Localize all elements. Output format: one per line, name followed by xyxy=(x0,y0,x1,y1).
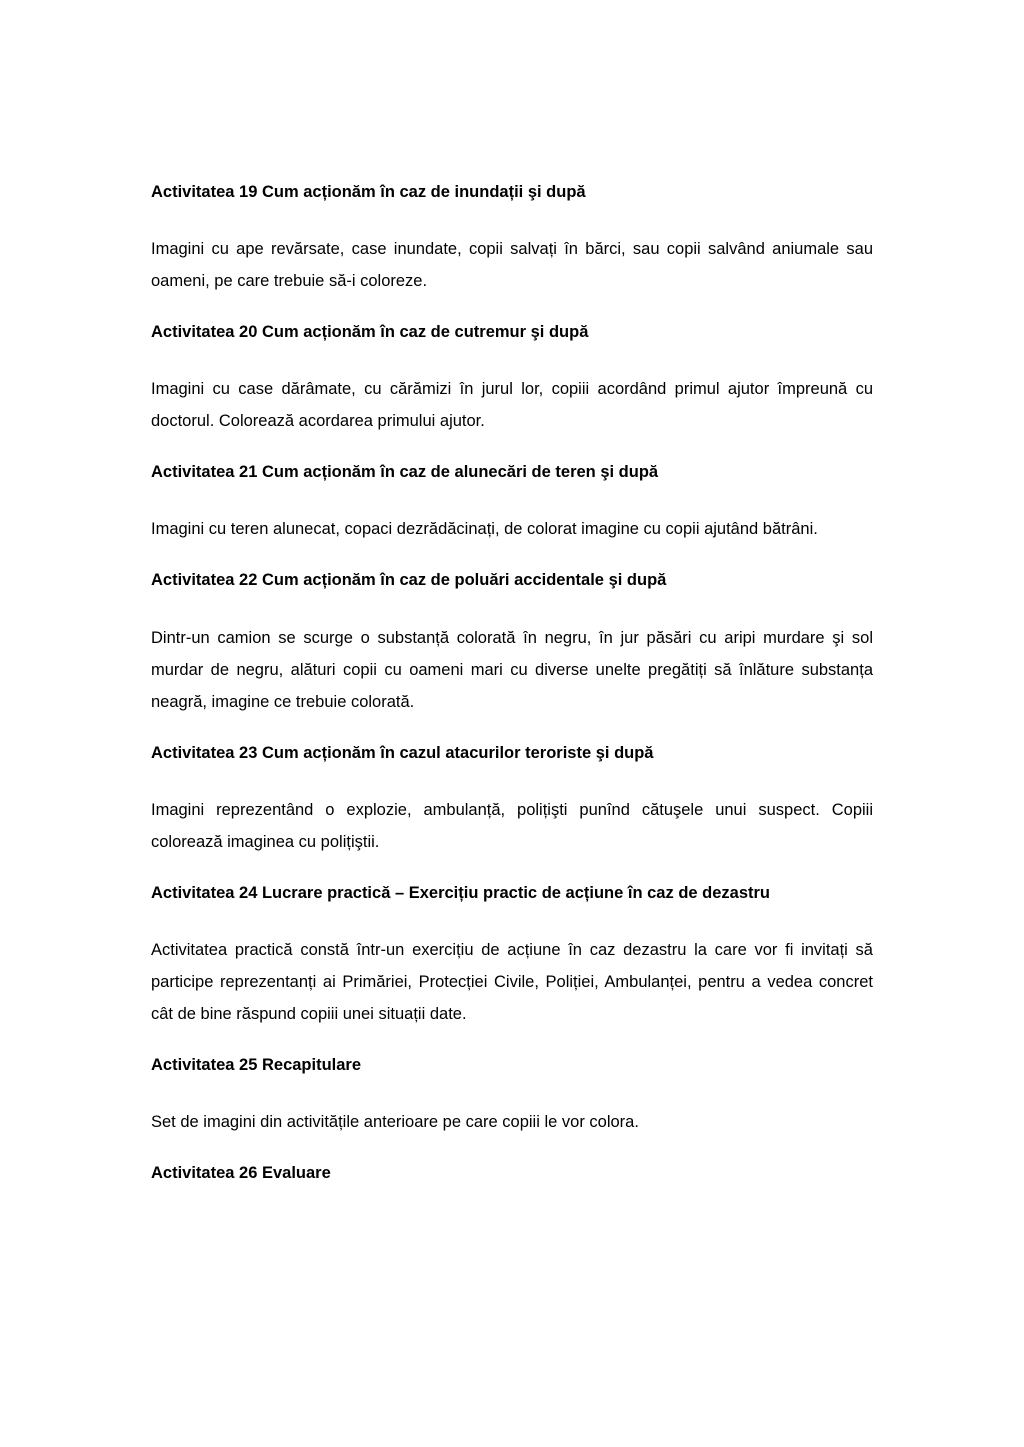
activity-19-text: Imagini cu ape revărsate, case inundate, copii salvați în bărci, sau copii salvând aniumale sau oameni, pe care trebuie să-i coloreze. xyxy=(151,240,873,290)
activity-20-heading: Activitatea 20 Cum acționăm în caz de cutremur şi după xyxy=(151,323,589,341)
activity-24-text: Activitatea practică constă într-un exercițiu de acțiune în caz dezastru la care vor fi invitați să participe reprezentanți ai Primăriei, Protecției Civile, Poliției, Ambulanței, pentru a vedea concret cât de bine răspund copiii unei situații date. xyxy=(151,941,873,1023)
activity-23-heading: Activitatea 23 Cum acționăm în cazul atacurilor teroriste şi după xyxy=(151,744,654,762)
activity-25-text: Set de imagini din activitățile anterioare pe care copiii le vor colora. xyxy=(151,1113,639,1131)
activity-21-heading: Activitatea 21 Cum acționăm în caz de alunecări de teren şi după xyxy=(151,463,659,481)
activity-19-heading: Activitatea 19 Cum acționăm în caz de inundații şi după xyxy=(151,183,586,201)
activity-23-text: Imagini reprezentând o explozie, ambulanță, polițişti punînd cătuşele unui suspect. Copiii colorează imaginea cu polițiştii. xyxy=(151,801,873,851)
activity-22-text: Dintr-un camion se scurge o substanță colorată în negru, în jur păsări cu aripi murdare şi sol murdar de negru, alături copii cu oameni mari cu diverse unelte pregătiți să înlăture substanța neagră, imagine ce trebuie colorată. xyxy=(151,629,873,711)
activity-21-text: Imagini cu teren alunecat, copaci dezrădăcinați, de colorat imagine cu copii ajutând bătrâni. xyxy=(151,520,818,538)
activity-25-heading: Activitatea 25 Recapitulare xyxy=(151,1056,362,1074)
activity-24-heading: Activitatea 24 Lucrare practică – Exercițiu practic de acțiune în caz de dezastru xyxy=(151,884,771,902)
activity-22-heading: Activitatea 22 Cum acționăm în caz de poluări accidentale şi după xyxy=(151,571,667,589)
document-page xyxy=(151,181,873,1184)
activity-20-text: Imagini cu case dărâmate, cu cărămizi în jurul lor, copiii acordând primul ajutor împreună cu doctorul. Colorează acordarea primului ajutor. xyxy=(151,380,873,430)
activity-26-heading: Activitatea 26 Evaluare xyxy=(151,1164,331,1182)
